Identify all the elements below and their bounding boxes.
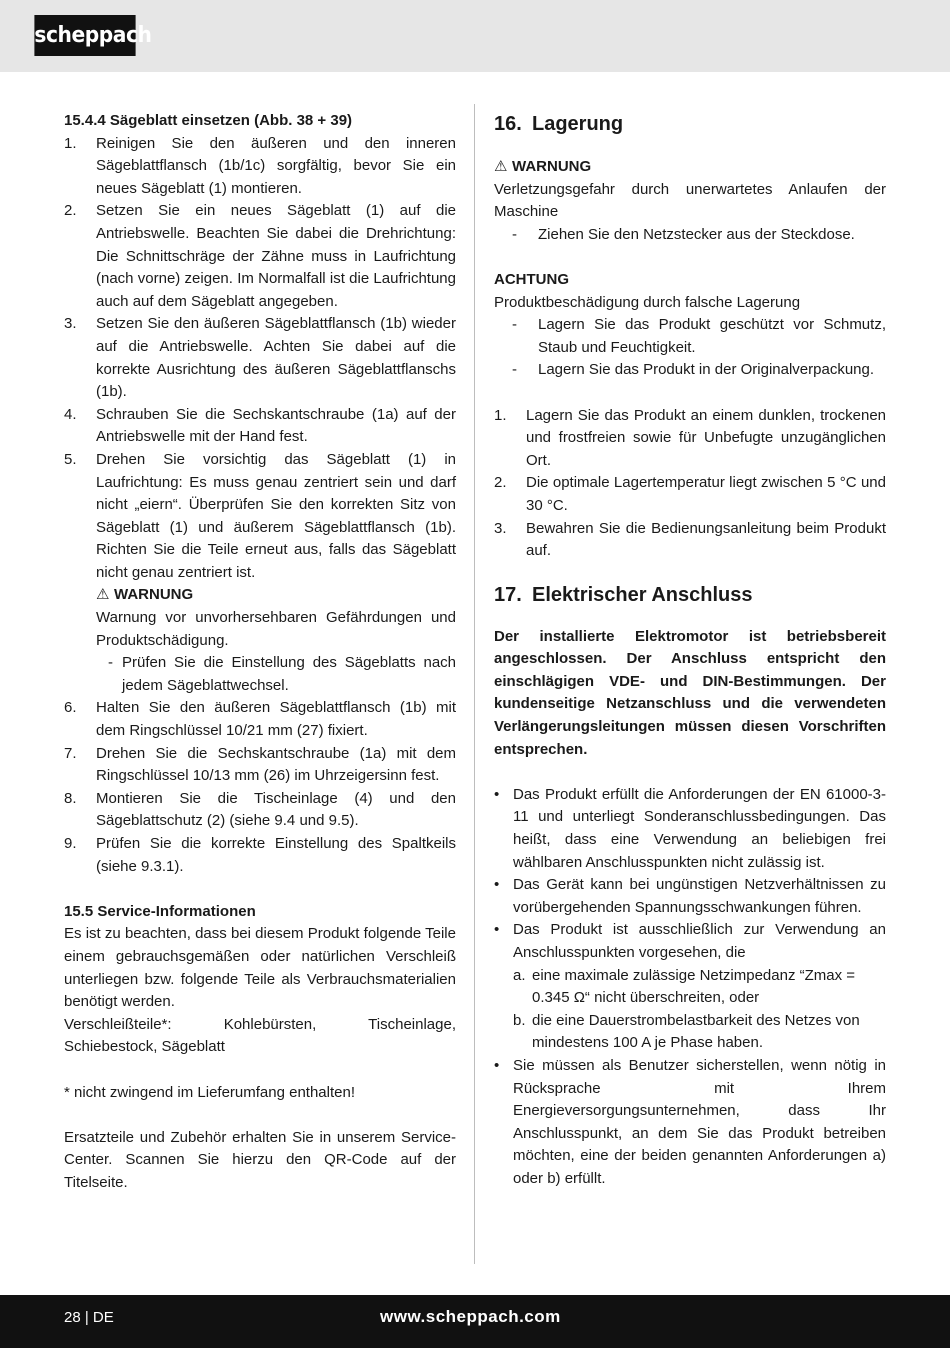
- item-text: Drehen Sie die Sechskantschraube (1a) mit dem Ringschlüssel 10/13 mm (26) im Uhrzeigersinn fest.: [96, 744, 456, 785]
- dash-text: Ziehen Sie den Netzstecker aus der Steckdose.: [538, 225, 855, 243]
- right-column: [494, 110, 886, 1191]
- section-15-5-title: 15.5 Service-Informationen: [64, 902, 256, 920]
- warning-label: WARNUNG: [114, 586, 194, 604]
- bullet-item: • Sie müssen als Benutzer sicherstellen, wenn nötig in Rücksprache mit Ihrem Energieversorgungsunternehmen, dass Ihr Anschlusspunkt, an dem Sie das Produkt betreiben möchten, eine der beiden genannten Anforderungen a) oder b) erfüllt.: [494, 1055, 886, 1191]
- item-text: Lagern Sie das Produkt an einem dunklen, trockenen und frostfreien sowie für Unbefugte unzugänglichen Ort.: [526, 406, 886, 469]
- warning-text: Warnung vor unvorhersehbaren Gefährdungen und Produktschädigung.: [96, 609, 456, 649]
- bullet-item: • Das Produkt erfüllt die Anforderungen der EN 61000-3-11 und unterliegt Sonderanschlussbedingungen. Das heißt, dass eine Verwendung an beliebigen frei wählbaren Anschlusspunkten nicht zulässig ist.: [494, 784, 886, 874]
- item-text: Reinigen Sie den äußeren und den inneren Sägeblattflansch (1b/1c) sorgfältig, bevor Sie ein neues Sägeblatt (1) montieren.: [96, 134, 456, 197]
- warning-dash-text: Prüfen Sie die Einstellung des Sägeblatts nach jedem Sägeblattwechsel.: [122, 654, 456, 694]
- item-number: 4.: [64, 405, 77, 423]
- alpha-text: die eine Dauerstrombelastbarkeit des Netzes von mindestens 100 A je Phase haben.: [532, 1011, 860, 1052]
- warning-triangle-icon: ⚠: [96, 586, 110, 604]
- item-number: 1.: [64, 134, 77, 152]
- alpha-item: [494, 1010, 886, 1055]
- warning-block: [64, 584, 456, 697]
- item-number: 3.: [494, 519, 507, 537]
- item-text: Prüfen Sie die korrekte Einstellung des Spaltkeils (siehe 9.3.1).: [96, 835, 456, 875]
- page-number: 28 | DE: [64, 1309, 114, 1326]
- item-text: Setzen Sie ein neues Sägeblatt (1) auf die Antriebswelle. Beachten Sie dabei die Drehrichtung: Die Schnittschräge der Zähne muss in Laufrichtung (nach vorne) zeigen. Im Normalfall ist die Laufrichtung auch auf dem Sägeblatt angegeben.: [96, 202, 456, 310]
- item-number: 2.: [64, 202, 77, 220]
- section-title: Lagerung: [532, 113, 624, 135]
- page-footer: [0, 1295, 950, 1348]
- item-text: Setzen Sie den äußeren Sägeblattflansch (1b) wieder auf die Antriebswelle. Achten Sie dabei auf die korrekte Ausrichtung des äußeren Sägeblattflanschs (1b).: [96, 315, 456, 401]
- item-number: 8.: [64, 789, 77, 807]
- list-item: [494, 518, 886, 563]
- list-item: [64, 743, 456, 788]
- alpha-letter: a.: [513, 966, 526, 984]
- item-text: Schrauben Sie die Sechskantschraube (1a) auf der Antriebswelle mit der Hand fest.: [96, 405, 456, 446]
- electrical-intro: Der installierte Elektromotor ist betriebsbereit angeschlossen. Der Anschluss entspricht den einschlägigen VDE- und DIN-Bestimmungen. Der kundenseitige Netzanschluss und die verwendeten Verlängerungsleitungen müssen diesen Vorschriften entsprechen.: [494, 627, 886, 758]
- item-number: 5.: [64, 450, 77, 468]
- list-item: [494, 405, 886, 473]
- item-text: Bewahren Sie die Bedienungsanleitung beim Produkt auf.: [526, 519, 886, 560]
- section-number: 17.: [494, 583, 522, 606]
- list-item: [64, 313, 456, 403]
- caution-label: ACHTUNG: [494, 270, 569, 288]
- item-text: Drehen Sie vorsichtig das Sägeblatt (1) in Laufrichtung: Es muss genau zentriert sein und darf nicht „eiern“. Überprüfen Sie den korrekten Sitz von Sägeblatt (1) und äußerem Sägeblattflansch (1b). Richten Sie die Teile erneut aus, falls das Sägeblatt nicht genau zentriert ist.: [96, 450, 456, 581]
- alpha-text: eine maximale zulässige Netzimpedanz “Zmax = 0.345 Ω“ nicht überschreiten, oder: [532, 966, 856, 1007]
- list-item: [64, 200, 456, 313]
- bullet-text: Sie müssen als Benutzer sicherstellen, wenn nötig in Rücksprache mit Ihrem Energieversorgungsunternehmen, dass Ihr Anschlusspunkt, an dem Sie das Produkt betreiben möchten, eine der beiden genannten Anforderungen a) oder b) erfüllt.: [513, 1056, 886, 1187]
- item-text: Montieren Sie die Tischeinlage (4) und den Sägeblattschutz (2) (siehe 9.4 und 9.5).: [96, 789, 456, 830]
- dash-text: Lagern Sie das Produkt in der Originalverpackung.: [538, 361, 875, 379]
- list-item: [64, 404, 456, 449]
- dash-item: - Lagern Sie das Produkt in der Originalverpackung.: [494, 359, 886, 382]
- section-17-heading: [494, 581, 886, 609]
- section-number: 16.: [494, 113, 522, 135]
- alpha-letter: b.: [513, 1011, 526, 1029]
- bullet-text: Das Gerät kann bei ungünstigen Netzverhältnissen zu vorübergehenden Spannungsschwankungen führen.: [513, 876, 886, 916]
- column-divider: [474, 104, 475, 1264]
- item-number: 1.: [494, 406, 507, 424]
- warning-dash-item: - Prüfen Sie die Einstellung des Sägeblatts nach jedem Sägeblattwechsel.: [96, 652, 456, 697]
- bullet-item: • Das Gerät kann bei ungünstigen Netzverhältnissen zu vorübergehenden Spannungsschwankungen führen.: [494, 874, 886, 919]
- caution-text: Produktbeschädigung durch falsche Lagerung: [494, 293, 801, 311]
- website-link[interactable]: www.scheppach.com: [380, 1307, 561, 1326]
- bullet-text: Das Produkt erfüllt die Anforderungen der EN 61000-3-11 und unterliegt Sonderanschlussbedingungen. Das heißt, dass eine Verwendung an beliebigen frei wählbaren Anschlusspunkten nicht zulässig ist.: [513, 785, 886, 871]
- warning-label: WARNUNG: [512, 158, 592, 175]
- list-item: [64, 697, 456, 742]
- item-number: 9.: [64, 835, 77, 852]
- section-15-4-4-title: 15.4.4 Sägeblatt einsetzen (Abb. 38 + 39): [64, 112, 353, 129]
- item-number: 7.: [64, 744, 77, 762]
- service-note: * nicht zwingend im Lieferumfang enthalten!: [64, 1083, 356, 1101]
- page-header: [0, 0, 950, 72]
- item-number: 3.: [64, 315, 77, 333]
- item-number: 2.: [494, 474, 507, 492]
- service-paragraph-3: Ersatzteile und Zubehör erhalten Sie in unserem Service-Center. Scannen Sie hierzu den QR-Code auf der Titelseite.: [64, 1128, 456, 1191]
- warning-text: Verletzungsgefahr durch unerwartetes Anlaufen der Maschine: [494, 180, 886, 221]
- item-text: Die optimale Lagertemperatur liegt zwischen 5 °C und 30 °C.: [526, 474, 886, 514]
- list-item: [494, 472, 886, 517]
- warning-triangle-icon: ⚠: [494, 158, 508, 175]
- bullet-item: • Das Produkt ist ausschließlich zur Verwendung an Anschlusspunkten vorgesehen, die: [494, 919, 886, 964]
- list-item: [64, 788, 456, 833]
- bullet-text: Das Produkt ist ausschließlich zur Verwendung an Anschlusspunkten vorgesehen, die: [513, 921, 886, 961]
- item-text: Halten Sie den äußeren Sägeblattflansch (1b) mit dem Ringschlüssel 10/21 mm (27) fixiert.: [96, 699, 456, 740]
- alpha-item: [494, 965, 886, 1010]
- section-16-heading: [494, 110, 886, 138]
- list-item: [64, 449, 456, 585]
- section-title: Elektrischer Anschluss: [532, 583, 753, 606]
- dash-text: Lagern Sie das Produkt geschützt vor Schmutz, Staub und Feuchtigkeit.: [538, 316, 886, 356]
- item-number: 6.: [64, 699, 77, 717]
- list-item: [64, 833, 456, 878]
- list-item: [64, 133, 456, 201]
- dash-item: - Lagern Sie das Produkt geschützt vor Schmutz, Staub und Feuchtigkeit.: [494, 314, 886, 359]
- service-paragraph-2: Verschleißteile*: Kohlebürsten, Tischeinlage, Schiebestock, Sägeblatt: [64, 1015, 456, 1056]
- service-paragraph-1: Es ist zu beachten, dass bei diesem Produkt folgende Teile einem gebrauchsgemäßen oder natürlichen Verschleiß unterliegen bzw. folgende Teile als Verbrauchsmaterialien benötigt werden.: [64, 925, 456, 1011]
- dash-item: - Ziehen Sie den Netzstecker aus der Steckdose.: [494, 224, 886, 247]
- left-column: [64, 110, 456, 1195]
- scheppach-logo: scheppach: [34, 15, 135, 56]
